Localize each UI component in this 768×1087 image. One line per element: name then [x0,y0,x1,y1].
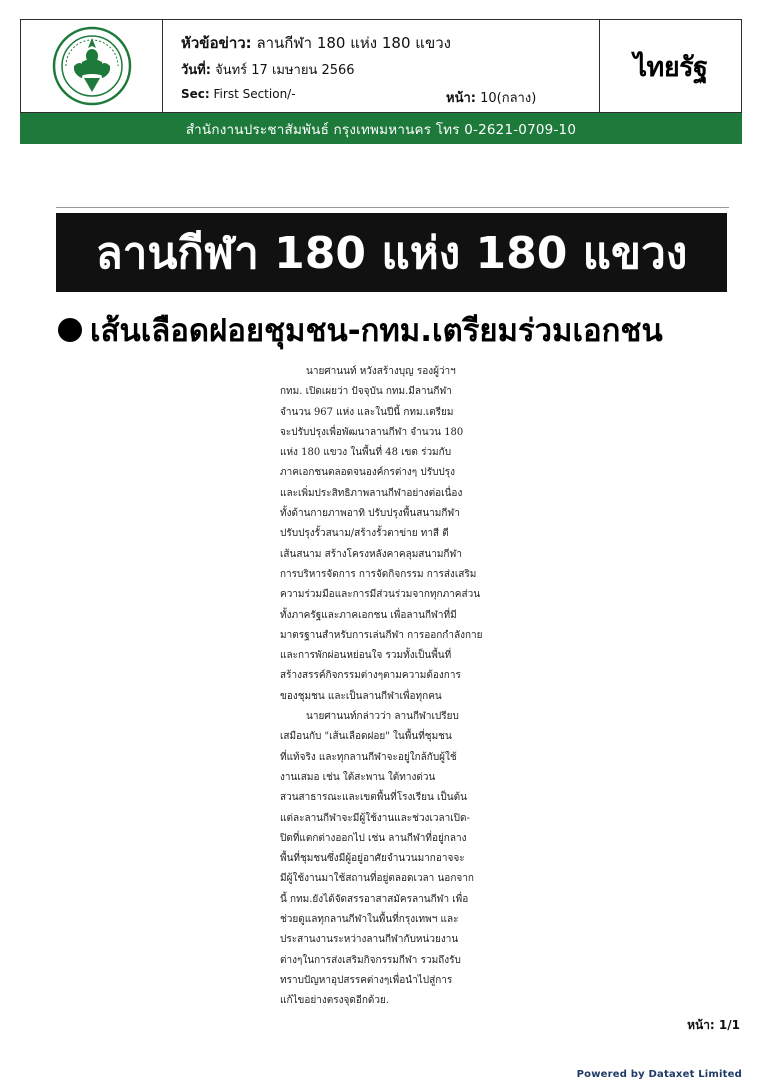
logo-cell [21,20,163,112]
article-line: สร้างสรรค์กิจกรรมต่างๆตามความต้องการ [280,670,461,682]
article-line: แห่ง 180 แขวง ในพื้นที่ 48 เขต ร่วมกับ [280,447,452,459]
article-line: ทราบปัญหาอุปสรรคต่างๆเพื่อนำไปสู่การ [280,974,453,986]
article-line: ประสานงานระหว่างลานกีฬากับหน่วยงาน [280,934,459,946]
article-line: ที่แท้จริง และทุกลานกีฬาจะอยู่ใกล้กับผู้ใช้ [280,751,457,763]
divider [56,207,729,208]
article-line: สวนสาธารณะและเขตพื้นที่โรงเรียน เป็นต้น [280,792,467,804]
date-value: จันทร์ 17 เมษายน 2566 [210,63,355,78]
date-label: วันที่: [181,63,211,78]
article-line: ความร่วมมือและการมีส่วนร่วมจากทุกภาคส่วน [280,589,481,601]
article-line: งานเสมอ เช่น ใต้สะพาน ใต้ทางด่วน [280,771,436,783]
article-line: เส้นสนาม สร้างโครงหลังคาคลุมสนามกีฬา [280,548,462,560]
contact-banner-text: สำนักงานประชาสัมพันธ์ กรุงเทพมหานคร โทร 0-2621-0709-10 [185,121,577,138]
article-line: นายศานนท์กล่าวว่า ลานกีฬาเปรียบ [306,711,459,723]
page-field [446,87,536,108]
powered-by: Powered by Dataxet Limited [576,1069,742,1080]
article-line: มาตรฐานสำหรับการเล่นกีฬา การออกกำลังกาย [280,629,483,641]
article-line: มีผู้ใช้งานมาใช้สถานที่อยู่ตลอดเวลา นอกจาก [280,873,474,885]
article-line: พื้นที่ชุมชนซึ่งมีผู้อยู่อาศัยจำนวนมากอาจจะ [280,853,465,865]
section-field [181,87,296,101]
article-line: ทั้งภาครัฐและภาคเอกชน เพื่อลานกีฬาที่มี [280,609,457,621]
headline-field [181,31,451,55]
page-count: หน้า: 1/1 [687,1018,740,1032]
section-label: Sec: [181,87,210,101]
date-field [181,59,355,80]
meta-cell [163,20,600,112]
article-line: ช่วยดูแลทุกลานกีฬาในพื้นที่กรุงเทพฯ และ [280,914,459,926]
article-subheadline [58,305,730,355]
article-line: กทม. เปิดเผยว่า ปัจจุบัน กทม.มีลานกีฬา [280,386,452,398]
newspaper-cell [600,20,741,112]
article-line: จำนวน 967 แห่ง และในปีนี้ กทม.เตรียม [280,406,454,418]
page-label: หน้า: [446,91,476,106]
article-line: เสมือนกับ "เส้นเลือดฝอย" ในพื้นที่ชุมชน [280,731,452,743]
article-line: นายศานนท์ หวังสร้างบุญ รองผู้ว่าฯ [306,366,456,377]
article-line: ทั้งด้านกายภาพอาทิ ปรับปรุงพื้นสนามกีฬา [280,508,460,520]
article-headline-text: ลานกีฬา 180 แห่ง 180 แขวง [95,227,688,279]
newspaper-name: ไทยรัฐ [633,51,708,83]
headline-label: หัวข้อข่าว: [181,34,252,52]
article-line: จะปรับปรุงเพื่อพัฒนาลานกีฬา จำนวน 180 [280,426,464,438]
article-line: ของชุมชน และเป็นลานกีฬาเพื่อทุกคน [280,690,442,702]
article-line: ปิดที่แตกต่างออกไป เช่น ลานกีฬาที่อยู่กลาง [280,832,467,844]
article-subheadline-text: เส้นเลือดฝอยชุมชน-กทม.เตรียมร่วมเอกชน [90,313,663,349]
clipping-header [20,19,742,113]
contact-banner [20,113,742,144]
section-value: First Section/- [209,87,296,101]
page-value: 10(กลาง) [475,91,537,106]
article-line: นี้ กทม.ยังได้จัดสรรอาสาสมัครลานกีฬา เพื่อ [280,893,469,905]
article-line: และเพิ่มประสิทธิภาพลานกีฬาอย่างต่อเนื่อง [280,487,463,499]
article-line: การบริหารจัดการ การจัดกิจกรรม การส่งเสริม [280,568,477,580]
article-line: และการพักผ่อนหย่อนใจ รวมทั้งเป็นพื้นที่ [280,650,452,662]
article-headline [56,213,727,292]
article-line: แต่ละลานกีฬาจะมีผู้ใช้งานและช่วงเวลาเปิด- [280,812,470,824]
bullet-icon [58,318,82,342]
headline-value: ลานกีฬา 180 แห่ง 180 แขวง [251,34,451,52]
article-line: ปรับปรุงรั้วสนาม/สร้างรั้วตาข่าย ทาสี ตี [280,528,449,540]
bma-seal-logo [52,26,132,106]
article-line: ภาคเอกชนตลอดจนองค์กรต่างๆ ปรับปรุง [280,467,456,479]
article-line: แก้ไขอย่างตรงจุดอีกด้วย. [280,995,390,1007]
article-line: ต่างๆในการส่งเสริมกิจกรรมกีฬา รวมถึงรับ [280,954,461,966]
article-body [280,362,502,1012]
